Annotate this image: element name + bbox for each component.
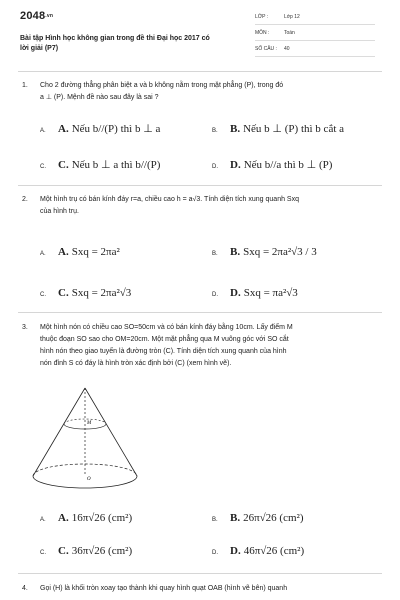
answer-option-d[interactable] xyxy=(212,545,304,557)
question-line: Một hình nón có chiều cao SO=50cm và có bán kính đáy bằng 10cm. Lấy điểm M xyxy=(40,324,293,331)
option-text: 36π√26 (cm²) xyxy=(71,545,133,557)
option-text: Nếu b ⊥ a thì b//(P) xyxy=(71,159,161,171)
subject-value: Toán xyxy=(284,30,295,36)
question-line: a ⊥ (P). Mệnh đề nào sau đây là sai ? xyxy=(40,94,159,101)
meta-divider xyxy=(255,40,375,41)
option-label: A. xyxy=(58,123,69,135)
point-m-label: M xyxy=(87,421,92,426)
option-label: A. xyxy=(58,246,69,258)
answer-option-c[interactable] xyxy=(40,158,160,171)
subject-label: MÔN : xyxy=(255,30,270,36)
cone-side-right xyxy=(85,388,137,476)
question-4-text xyxy=(40,583,375,595)
question-line: hình nón theo giao tuyến là đường tròn (C). Tính diện tích xung quanh của hình xyxy=(40,348,287,355)
option-text: Nếu b//(P) thì b ⊥ a xyxy=(71,123,161,135)
option-text: 46π√26 (cm²) xyxy=(243,545,305,557)
option-label: B. xyxy=(230,512,241,524)
logo-suffix: .vn xyxy=(45,13,54,20)
cone-side-left xyxy=(33,388,85,476)
option-letter: D. xyxy=(212,292,218,298)
option-letter: C. xyxy=(40,164,46,170)
answer-option-b[interactable] xyxy=(212,122,344,135)
option-label: A. xyxy=(58,512,69,524)
meta-divider xyxy=(255,24,375,25)
class-value: Lớp 12 xyxy=(284,14,300,20)
answer-option-b[interactable] xyxy=(212,246,317,258)
cone-base-front xyxy=(33,476,137,488)
option-label: C. xyxy=(58,159,69,171)
option-letter: A. xyxy=(40,128,46,134)
option-letter: A. xyxy=(40,251,46,257)
question-2-text xyxy=(40,194,375,218)
question-1-text xyxy=(40,80,375,104)
count-value: 40 xyxy=(284,46,290,52)
option-text: 16π√26 (cm²) xyxy=(71,512,133,524)
question-number: 3. xyxy=(22,324,28,331)
option-label: D. xyxy=(230,545,241,557)
meta-divider xyxy=(255,56,375,57)
option-letter: B. xyxy=(212,251,218,257)
question-line: thuộc đoạn SO sao cho OM=20cm. Một mặt phẳng qua M vuông góc với SO cắt xyxy=(40,336,289,343)
answer-option-b[interactable] xyxy=(212,512,304,524)
answer-option-a[interactable] xyxy=(40,512,132,524)
question-divider xyxy=(18,185,382,186)
option-text: Sxq = πa²√3 xyxy=(243,287,298,299)
option-text: Sxq = 2πa² xyxy=(71,246,120,258)
option-text: Nếu b//a thì b ⊥ (P) xyxy=(243,159,333,171)
option-letter: B. xyxy=(212,128,218,134)
option-label: C. xyxy=(58,287,69,299)
title-line-2: lời giải (P7) xyxy=(20,45,59,52)
option-text: Sxq = 2πa²√3 xyxy=(71,287,132,299)
title-line-1: Bài tập Hình học không gian trong đề thi Đại học 2017 có xyxy=(20,35,210,42)
option-letter: C. xyxy=(40,550,46,556)
question-line: Gọi (H) là khối tròn xoay tạo thành khi quay hình quạt OAB (hình vẽ bên) quanh xyxy=(40,585,288,592)
answer-option-d[interactable] xyxy=(212,158,332,171)
option-text: 26π√26 (cm²) xyxy=(243,512,304,524)
document-title xyxy=(20,34,250,54)
question-divider xyxy=(18,573,382,574)
logo-main: 2048 xyxy=(20,10,46,22)
answer-option-c[interactable] xyxy=(40,287,131,299)
option-text: Nếu b ⊥ (P) thì b cắt a xyxy=(243,123,345,135)
option-label: D. xyxy=(230,159,241,171)
option-text: Sxq = 2πa²√3 / 3 xyxy=(243,246,317,258)
option-label: D. xyxy=(230,287,241,299)
question-number: 4. xyxy=(22,585,28,592)
option-label: B. xyxy=(230,246,241,258)
option-letter: A. xyxy=(40,517,46,523)
option-letter: D. xyxy=(212,164,218,170)
answer-option-a[interactable] xyxy=(40,246,120,258)
question-line: Cho 2 đường thẳng phân biệt a và b không nằm trong mặt phẳng (P), trong đó xyxy=(40,82,284,89)
cone-figure xyxy=(28,384,143,494)
option-label: C. xyxy=(58,545,69,557)
site-logo[interactable] xyxy=(20,10,53,22)
answer-option-d[interactable] xyxy=(212,287,298,299)
header-divider xyxy=(18,71,382,72)
question-number: 2. xyxy=(22,196,28,203)
answer-option-a[interactable] xyxy=(40,122,160,135)
point-o-label: O xyxy=(87,477,91,482)
question-line: nón đỉnh S có đáy là hình tròn xác định bởi (C) (xem hình vẽ). xyxy=(40,360,232,367)
question-3-text xyxy=(40,322,375,370)
option-label: B. xyxy=(230,123,241,135)
question-line: Một hình trụ có bán kính đáy r=a, chiều cao h = a√3. Tính diện tích xung quanh Sxq xyxy=(40,196,299,203)
option-letter: B. xyxy=(212,517,218,523)
answer-option-c[interactable] xyxy=(40,545,132,557)
question-number: 1. xyxy=(22,82,28,89)
question-divider xyxy=(18,312,382,313)
option-letter: C. xyxy=(40,292,46,298)
class-label: LỚP : xyxy=(255,14,269,20)
option-letter: D. xyxy=(212,550,218,556)
count-label: SỐ CÂU : xyxy=(255,46,277,52)
question-line: của hình trụ. xyxy=(40,208,79,215)
